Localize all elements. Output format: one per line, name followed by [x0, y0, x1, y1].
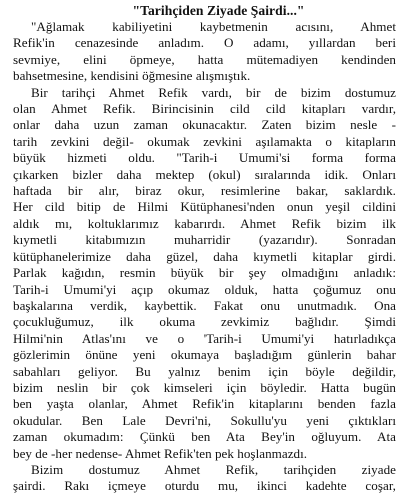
text-line: kıymetli kitabımızın muharridir (yazarıdır). Sonradan	[13, 232, 396, 248]
text-line: sabahları geliyor. Bu yalnız benim için böyle değildir,	[13, 363, 396, 379]
text-line: bey de -her nedense- Ahmet Refik'ten pek hoşlanmazdı.	[13, 445, 308, 461]
text-line: onlar daha uzun zaman okunacaktır. Zaten bizim nesle -	[13, 117, 396, 133]
text-line: çıkarken bizler daha mektep (okul) sıralarında idik. Onları	[13, 166, 396, 182]
text-line: Bir tarihçi Ahmet Refik vardı, bir de bizim dostumuz	[31, 84, 396, 100]
text-line: gözlerimin önüne yeni okumaya başladığım günlerin bahar	[13, 347, 396, 363]
text-line: tarih zevkini değil- okumak zevkini aşılamakta o kitapların	[13, 133, 396, 149]
text-line: okudular. Ben Lale Devri'ni, Sokullu'yu yeni çıktıkları	[13, 412, 396, 428]
text-line: başkalarına verdik, kaybettik. Fakat onu unutmadık. Ona	[13, 297, 396, 313]
text-line: bahsetmesine, kendisini öğmesine alışmıştık.	[13, 68, 251, 84]
text-line: olan Ahmet Refik. Birincisinin cild cild kitapları vardır,	[13, 101, 396, 117]
text-line: zaman okumadım: Çünkü ben Ata Bey'in oğluyum. Ata	[13, 429, 396, 445]
text-line: ben yaşta olanlar, Ahmet Refik'in kitaplarını benden fazla	[13, 396, 396, 412]
text-line: Parlak kağıdın, resmin büyük bir şey olmadığını anladık:	[13, 265, 396, 281]
text-line: sevmiye, elini öpmeye, hatta mütemadiyen kendinden	[13, 51, 396, 67]
text-line: kütüphanelerimize daha güzel, daha kıymetli kitaplar girdi.	[13, 248, 396, 264]
text-line: bizim neslin bir çok kimseleri için böyledir. Hatta bugün	[13, 379, 396, 395]
text-line: çocukluğumuz, ilk okuma zevkimiz bağlıdır. Şimdi	[13, 314, 396, 330]
text-line: büyük hizmeti oldu. "Tarih-i Umumi'si forma forma	[13, 150, 396, 166]
text-line: "Ağlamak kabiliyetini kaybetmenin acısını, Ahmet	[31, 19, 396, 34]
text-line: Her cild bitip de Hilmi Kütüphanesi'nden onun yeşil cildini	[13, 199, 396, 215]
text-line: haftada bir alır, biraz okur, resimlerine bakar, saklardık.	[13, 183, 396, 199]
text-line: Tarih-i Umumi'yi açıp okumaz olduk, hatta çoğumuz onu	[13, 281, 396, 297]
text-line: Bizim dostumuz Ahmet Refik, tarihçiden ziyade	[31, 461, 396, 477]
article-body	[13, 19, 396, 495]
text-line: Refik'in cenazesinde anladım. O adamı, yıllardan beri	[13, 35, 396, 51]
article-title: "Tarihçiden Ziyade Şairdi..."	[132, 3, 305, 18]
text-line: aldık mı, koltuklarımız kabarırdı. Ahmet Refik bizim ilk	[13, 215, 396, 231]
text-line: Hilmi'nin Atlas'ını ve o 'Tarih-i Umumi'yi hatırladıkça	[13, 330, 396, 346]
text-line: şairdi. Rakı içmeye oturdu mu, ikinci kadehte coşar,	[13, 478, 396, 494]
